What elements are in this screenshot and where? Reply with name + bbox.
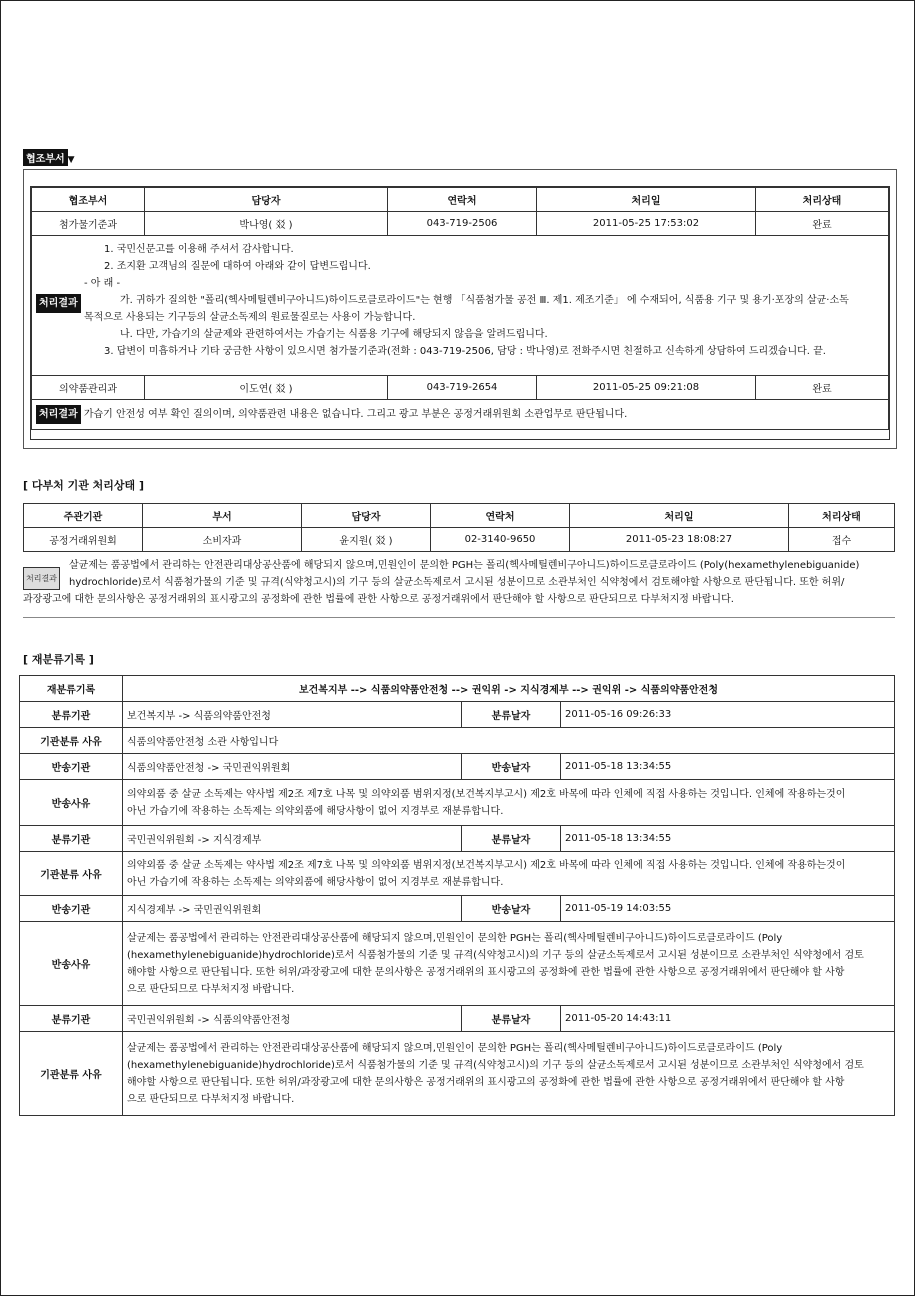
row-label: 기관분류 사유 xyxy=(20,852,123,896)
multi-table xyxy=(23,503,895,552)
table-row xyxy=(32,376,889,400)
reclass-header-value: 보건복지부 --> 식품의약품안전청 --> 권익위 -> 지식경제부 --> 권익위 -> 식품의약품안전청 xyxy=(123,676,895,702)
row-text-line: 해야할 사항으로 판단됩니다. 또한 허위/과장광고에 대한 문의사항은 공정거래위의 표시광고의 공정화에 관한 법률에 관한 사항으로 공정거래위에서 판단해야 할 사항 xyxy=(127,1076,845,1088)
row-date: 2011-05-18 13:34:55 xyxy=(561,754,895,780)
row-text-line: (hexamethylenebiguanide)hydrochloride)로서 식품첨가물의 기준 및 규격(식약청고시)의 기구 등의 살균소독제로서 고시된 성분이므로 소관부처인 식약청에서 검토 xyxy=(127,949,864,961)
multi-header: 부서 xyxy=(143,504,302,528)
result-line: 가. 귀하가 질의한 "폴리(헥사메틸렌비구아니드)하이드로클로라이드"는 현행 「식품첨가물 공전 Ⅲ. 제1. 제조기준」 에 수재되어, 식품용 기구 및 용기·포장의 살균·소독 xyxy=(120,295,849,306)
result-stamp: 처리결과 xyxy=(23,567,60,590)
row-date: 2011-05-19 14:03:55 xyxy=(561,896,895,922)
table-row xyxy=(24,528,895,552)
table-row xyxy=(32,236,889,376)
row-date-label: 분류날자 xyxy=(462,826,561,852)
row-value: 보건복지부 -> 식품의약품안전청 xyxy=(123,702,462,728)
cell-person: 윤지원( 㸚 ) xyxy=(302,528,431,552)
result2-cell xyxy=(32,400,889,430)
result2-text: 가습기 안전성 여부 확인 질의이며, 의약품관련 내용은 없습니다. 그리고 광고 부분은 공정거래위원회 소관업무로 판단됩니다. xyxy=(83,409,628,420)
row-value: 식품의약품안전청 -> 국민권익위원회 xyxy=(123,754,462,780)
cell-phone: 043-719-2654 xyxy=(388,376,537,400)
multi-header: 연락처 xyxy=(431,504,570,528)
result-line: 목적으로 사용되는 기구등의 살균소독제의 원료물질로는 사용이 가능합니다. xyxy=(84,312,416,323)
cell-agency: 공정거래위원회 xyxy=(24,528,143,552)
row-text-line: 살균제는 품공법에서 관리하는 안전관리대상공산품에 해당되지 않으며,민원인이 문의한 PGH는 폴리(헥사메틸렌비구아니드)하이드로클로라이드 (Poly xyxy=(127,932,783,944)
cell-person: 박나영( 㸚 ) xyxy=(145,212,388,236)
cell-phone: 02-3140-9650 xyxy=(431,528,570,552)
row-value: 국민권익위원회 -> 지식경제부 xyxy=(123,826,462,852)
multi-header: 처리일 xyxy=(570,504,789,528)
row-date-label: 분류날자 xyxy=(462,702,561,728)
table-row xyxy=(20,702,895,728)
result-line: 1. 국민신문고를 이용해 주셔서 감사합니다. xyxy=(104,244,294,255)
result-line: - 아 래 - xyxy=(84,278,121,289)
table-row xyxy=(20,780,895,826)
row-date-label: 반송날자 xyxy=(462,896,561,922)
table-row xyxy=(20,896,895,922)
coop-inner xyxy=(30,186,890,440)
table-row xyxy=(20,754,895,780)
cell-status: 완료 xyxy=(756,212,889,236)
coop-section xyxy=(23,169,897,449)
row-label: 반송사유 xyxy=(20,922,123,1006)
row-text-line: 아닌 가습기에 작용하는 소독제는 의약외품에 해당사항이 없어 지경부로 재분류합니다. xyxy=(127,805,504,817)
multi-note-line: hydrochloride)로서 식품첨가물의 기준 및 규격(식약청고시)의 기구 등의 살균소독제로서 고시된 성분이므로 소관부처인 식약청에서 검토해야할 사항으로 판단됩니다. 또한 허위/ xyxy=(69,577,845,588)
multi-header: 담당자 xyxy=(302,504,431,528)
divider xyxy=(23,617,895,618)
coop-table xyxy=(31,187,889,430)
coop-tab[interactable] xyxy=(23,147,75,166)
result-line: 나. 다만, 가습기의 살균제와 관련하여서는 가습기는 식품용 기구에 해당되지 않음을 알려드립니다. xyxy=(120,329,548,340)
coop-tab-label: 협조부서 xyxy=(23,149,68,166)
row-label: 기관분류 사유 xyxy=(20,728,123,754)
table-row xyxy=(32,400,889,430)
multi-note xyxy=(23,557,895,608)
result-label: 처리결과 xyxy=(36,294,81,313)
result-line-wrap xyxy=(36,292,884,309)
cell-date: 2011-05-23 18:08:27 xyxy=(570,528,789,552)
row-label: 반송기관 xyxy=(20,896,123,922)
cell-dept: 소비자과 xyxy=(143,528,302,552)
row-text-line: 해야할 사항으로 판단됩니다. 또한 허위/과장광고에 대한 문의사항은 공정거래위의 표시광고의 공정화에 관한 법률에 관한 사항으로 공정거래위에서 판단해야 할 사항 xyxy=(127,966,845,978)
row-text-line: 으로 판단되므로 다부처지정 바랍니다. xyxy=(127,983,295,995)
result-line: 3. 답변이 미흡하거나 기타 궁금한 사항이 있으시면 첨가물기준과(전화 : 043-719-2506, 담당 : 박나영)로 전화주시면 친절하고 신속하게 상담하여 드리겠습니다. 끝. xyxy=(104,346,826,357)
table-row xyxy=(20,728,895,754)
row-text-line: (hexamethylenebiguanide)hydrochloride)로서 식품첨가물의 기준 및 규격(식약청고시)의 기구 등의 살균소독제로서 고시된 성분이므로 소관부처인 식약청에서 검토 xyxy=(127,1059,864,1071)
row-text-line: 아닌 가습기에 작용하는 소독제는 의약외품에 해당사항이 없어 지경부로 재분류합니다. xyxy=(127,876,504,888)
result-label: 처리결과 xyxy=(36,405,81,424)
row-value: 식품의약품안전청 소관 사항입니다 xyxy=(123,728,895,754)
multi-note-line: 살균제는 품공법에서 관리하는 안전관리대상공산품에 해당되지 않으며,민원인이 문의한 PGH는 폴리(헥사메틸렌비구아니드)하이드로클로라이드 (Poly(hexamethylenebiguanide) xyxy=(69,560,860,571)
row-date: 2011-05-20 14:43:11 xyxy=(561,1006,895,1032)
coop-header: 연락처 xyxy=(388,188,537,212)
cell-person: 이도연( 㸚 ) xyxy=(145,376,388,400)
row-value: 지식경제부 -> 국민권익위원회 xyxy=(123,896,462,922)
row-label: 분류기관 xyxy=(20,1006,123,1032)
coop-header: 처리일 xyxy=(537,188,756,212)
table-row xyxy=(20,1006,895,1032)
row-date-label: 반송날자 xyxy=(462,754,561,780)
row-label: 기관분류 사유 xyxy=(20,1032,123,1116)
coop-header: 처리상태 xyxy=(756,188,889,212)
reclass-table xyxy=(19,675,895,1116)
row-text xyxy=(123,852,895,896)
row-date-label: 분류날자 xyxy=(462,1006,561,1032)
table-row xyxy=(20,1032,895,1116)
table-row xyxy=(20,852,895,896)
table-row xyxy=(20,922,895,1006)
cell-status: 완료 xyxy=(756,376,889,400)
reclass-header-label: 재분류기록 xyxy=(20,676,123,702)
multi-title: [ 다부처 기관 처리상태 ] xyxy=(23,479,145,492)
cell-status: 접수 xyxy=(789,528,895,552)
row-text-line: 으로 판단되므로 다부처지정 바랍니다. xyxy=(127,1093,295,1105)
row-text xyxy=(123,1032,895,1116)
result-line: 2. 조지환 고객님의 질문에 대하여 아래와 같이 답변드립니다. xyxy=(104,261,371,272)
row-label: 분류기관 xyxy=(20,702,123,728)
cell-date: 2011-05-25 17:53:02 xyxy=(537,212,756,236)
table-row xyxy=(20,826,895,852)
row-label: 반송사유 xyxy=(20,780,123,826)
cell-phone: 043-719-2506 xyxy=(388,212,537,236)
row-text-line: 의약외품 중 살균 소독제는 약사법 제2조 제7호 나목 및 의약외품 범위지정(보건복지부고시) 제2호 바목에 따라 인체에 직접 사용하는 것입니다. 인체에 작용하는것이 xyxy=(127,859,846,871)
row-text-line: 의약외품 중 살균 소독제는 약사법 제2조 제7호 나목 및 의약외품 범위지정(보건복지부고시) 제2호 바목에 따라 인체에 직접 사용하는 것입니다. 인체에 작용하는것이 xyxy=(127,788,846,800)
row-text-line: 살균제는 품공법에서 관리하는 안전관리대상공산품에 해당되지 않으며,민원인이 문의한 PGH는 폴리(헥사메틸렌비구아니드)하이드로클로라이드 (Poly xyxy=(127,1042,783,1054)
cell-dept: 첨가물기준과 xyxy=(32,212,145,236)
row-value: 국민권익위원회 -> 식품의약품안전청 xyxy=(123,1006,462,1032)
table-row xyxy=(32,212,889,236)
row-date: 2011-05-18 13:34:55 xyxy=(561,826,895,852)
chevron-down-icon: ▼ xyxy=(67,155,75,165)
multi-note-line: 과장광고에 대한 문의사항은 공정거래위의 표시광고의 공정화에 관한 법률에 관한 사항으로 공정거래위에서 판단해야 할 사항으로 판단되므로 다부처지정 바랍니다. xyxy=(23,594,734,605)
reclass-title: [ 재분류기록 ] xyxy=(23,653,94,666)
row-label: 반송기관 xyxy=(20,754,123,780)
cell-dept: 의약품관리과 xyxy=(32,376,145,400)
multi-header: 처리상태 xyxy=(789,504,895,528)
multi-header: 주관기관 xyxy=(24,504,143,528)
cell-date: 2011-05-25 09:21:08 xyxy=(537,376,756,400)
coop-header: 담당자 xyxy=(145,188,388,212)
result1-cell xyxy=(32,236,889,376)
row-label: 분류기관 xyxy=(20,826,123,852)
row-text xyxy=(123,780,895,826)
coop-header: 협조부서 xyxy=(32,188,145,212)
row-date: 2011-05-16 09:26:33 xyxy=(561,702,895,728)
row-text xyxy=(123,922,895,1006)
